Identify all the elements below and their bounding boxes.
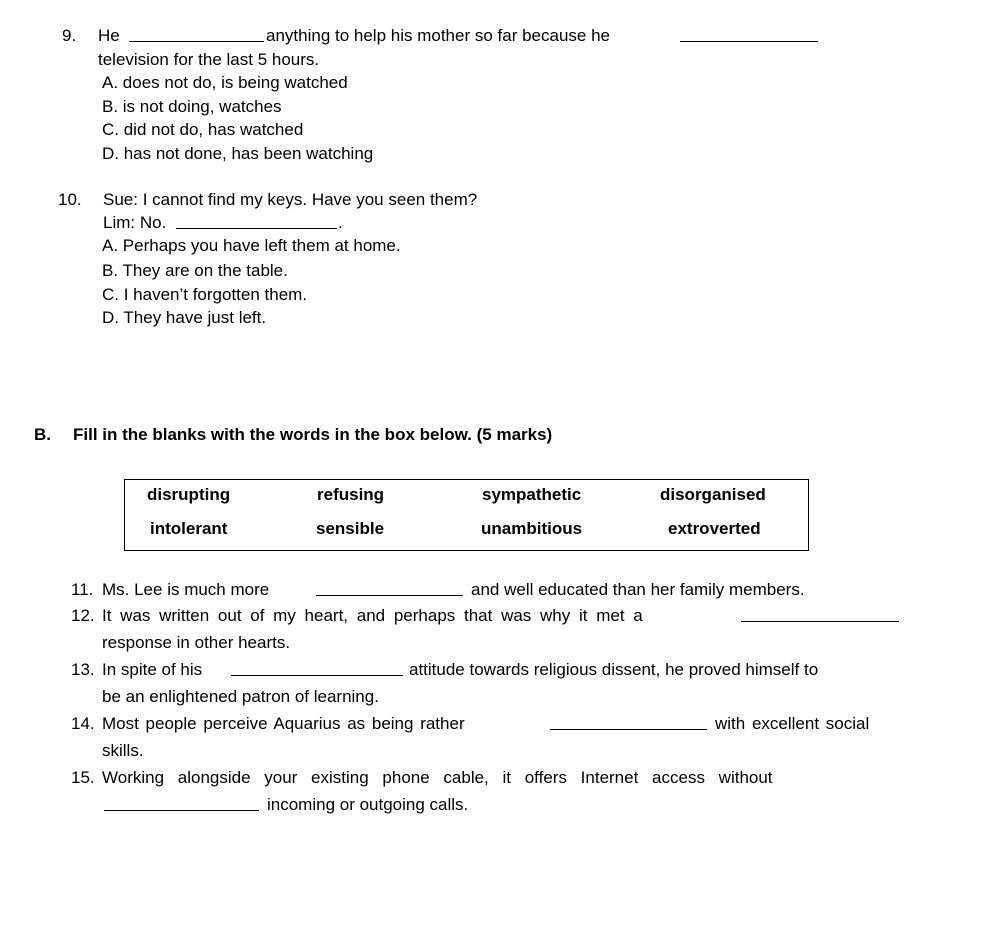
answer-blank[interactable] (104, 796, 259, 811)
option-b: B. is not doing, watches (102, 97, 282, 116)
word-box-item: refusing (317, 485, 385, 504)
option-c: C. I haven’t forgotten them. (102, 285, 308, 304)
answer-blank[interactable] (176, 214, 337, 229)
answer-blank[interactable] (129, 27, 264, 42)
question-stem-part: anything to help his mother so far because he (266, 26, 610, 45)
question-text: Ms. Lee is much more (102, 580, 270, 599)
option-b: B. They are on the table. (102, 261, 288, 280)
question-text: with excellent social (715, 714, 870, 733)
word-box-item: disorganised (660, 485, 766, 504)
answer-blank[interactable] (316, 581, 463, 596)
word-box-item: sensible (316, 519, 385, 538)
question-number: 15. (71, 768, 95, 787)
word-box-item: extroverted (668, 519, 761, 538)
word-box-item: unambitious (481, 519, 583, 538)
question-text: incoming or outgoing calls. (267, 795, 469, 814)
option-d: D. has not done, has been watching (102, 144, 374, 163)
question-text-line: response in other hearts. (102, 633, 291, 652)
option-d: D. They have just left. (102, 308, 267, 327)
dialogue-punctuation: . (338, 213, 343, 232)
question-text: Working alongside your existing phone cable, it offers Internet access without (102, 768, 773, 787)
answer-blank[interactable] (741, 607, 899, 622)
word-box (124, 479, 809, 551)
question-stem-part: He (98, 26, 120, 45)
option-a: A. does not do, is being watched (102, 73, 348, 92)
option-a: A. Perhaps you have left them at home. (102, 236, 401, 255)
question-text: It was written out of my heart, and perhaps that was why it met a (102, 606, 643, 625)
option-c: C. did not do, has watched (102, 120, 304, 139)
answer-blank[interactable] (231, 661, 403, 676)
question-text: Most people perceive Aquarius as being rather (102, 714, 465, 733)
question-number: 12. (71, 606, 95, 625)
section-letter: B. (34, 425, 51, 444)
question-number: 11. (71, 580, 94, 599)
word-box-item: intolerant (150, 519, 228, 538)
question-text: and well educated than her family members. (471, 580, 805, 599)
word-box-item: disrupting (147, 485, 231, 504)
question-number: 10. (58, 190, 82, 209)
dialogue-line: Sue: I cannot find my keys. Have you seen them? (103, 190, 478, 209)
answer-blank[interactable] (680, 27, 818, 42)
question-text-line: be an enlightened patron of learning. (102, 687, 379, 706)
question-number: 13. (71, 660, 95, 679)
answer-blank[interactable] (550, 715, 707, 730)
question-stem-line: television for the last 5 hours. (98, 50, 320, 69)
word-box-item: sympathetic (482, 485, 582, 504)
question-text-line: skills. (102, 741, 144, 760)
question-text: In spite of his (102, 660, 203, 679)
question-text: attitude towards religious dissent, he proved himself to (409, 660, 819, 679)
section-instruction: Fill in the blanks with the words in the box below. (5 marks) (73, 425, 553, 444)
question-number: 9. (62, 26, 77, 45)
dialogue-line: Lim: No. (103, 213, 167, 232)
question-number: 14. (71, 714, 95, 733)
